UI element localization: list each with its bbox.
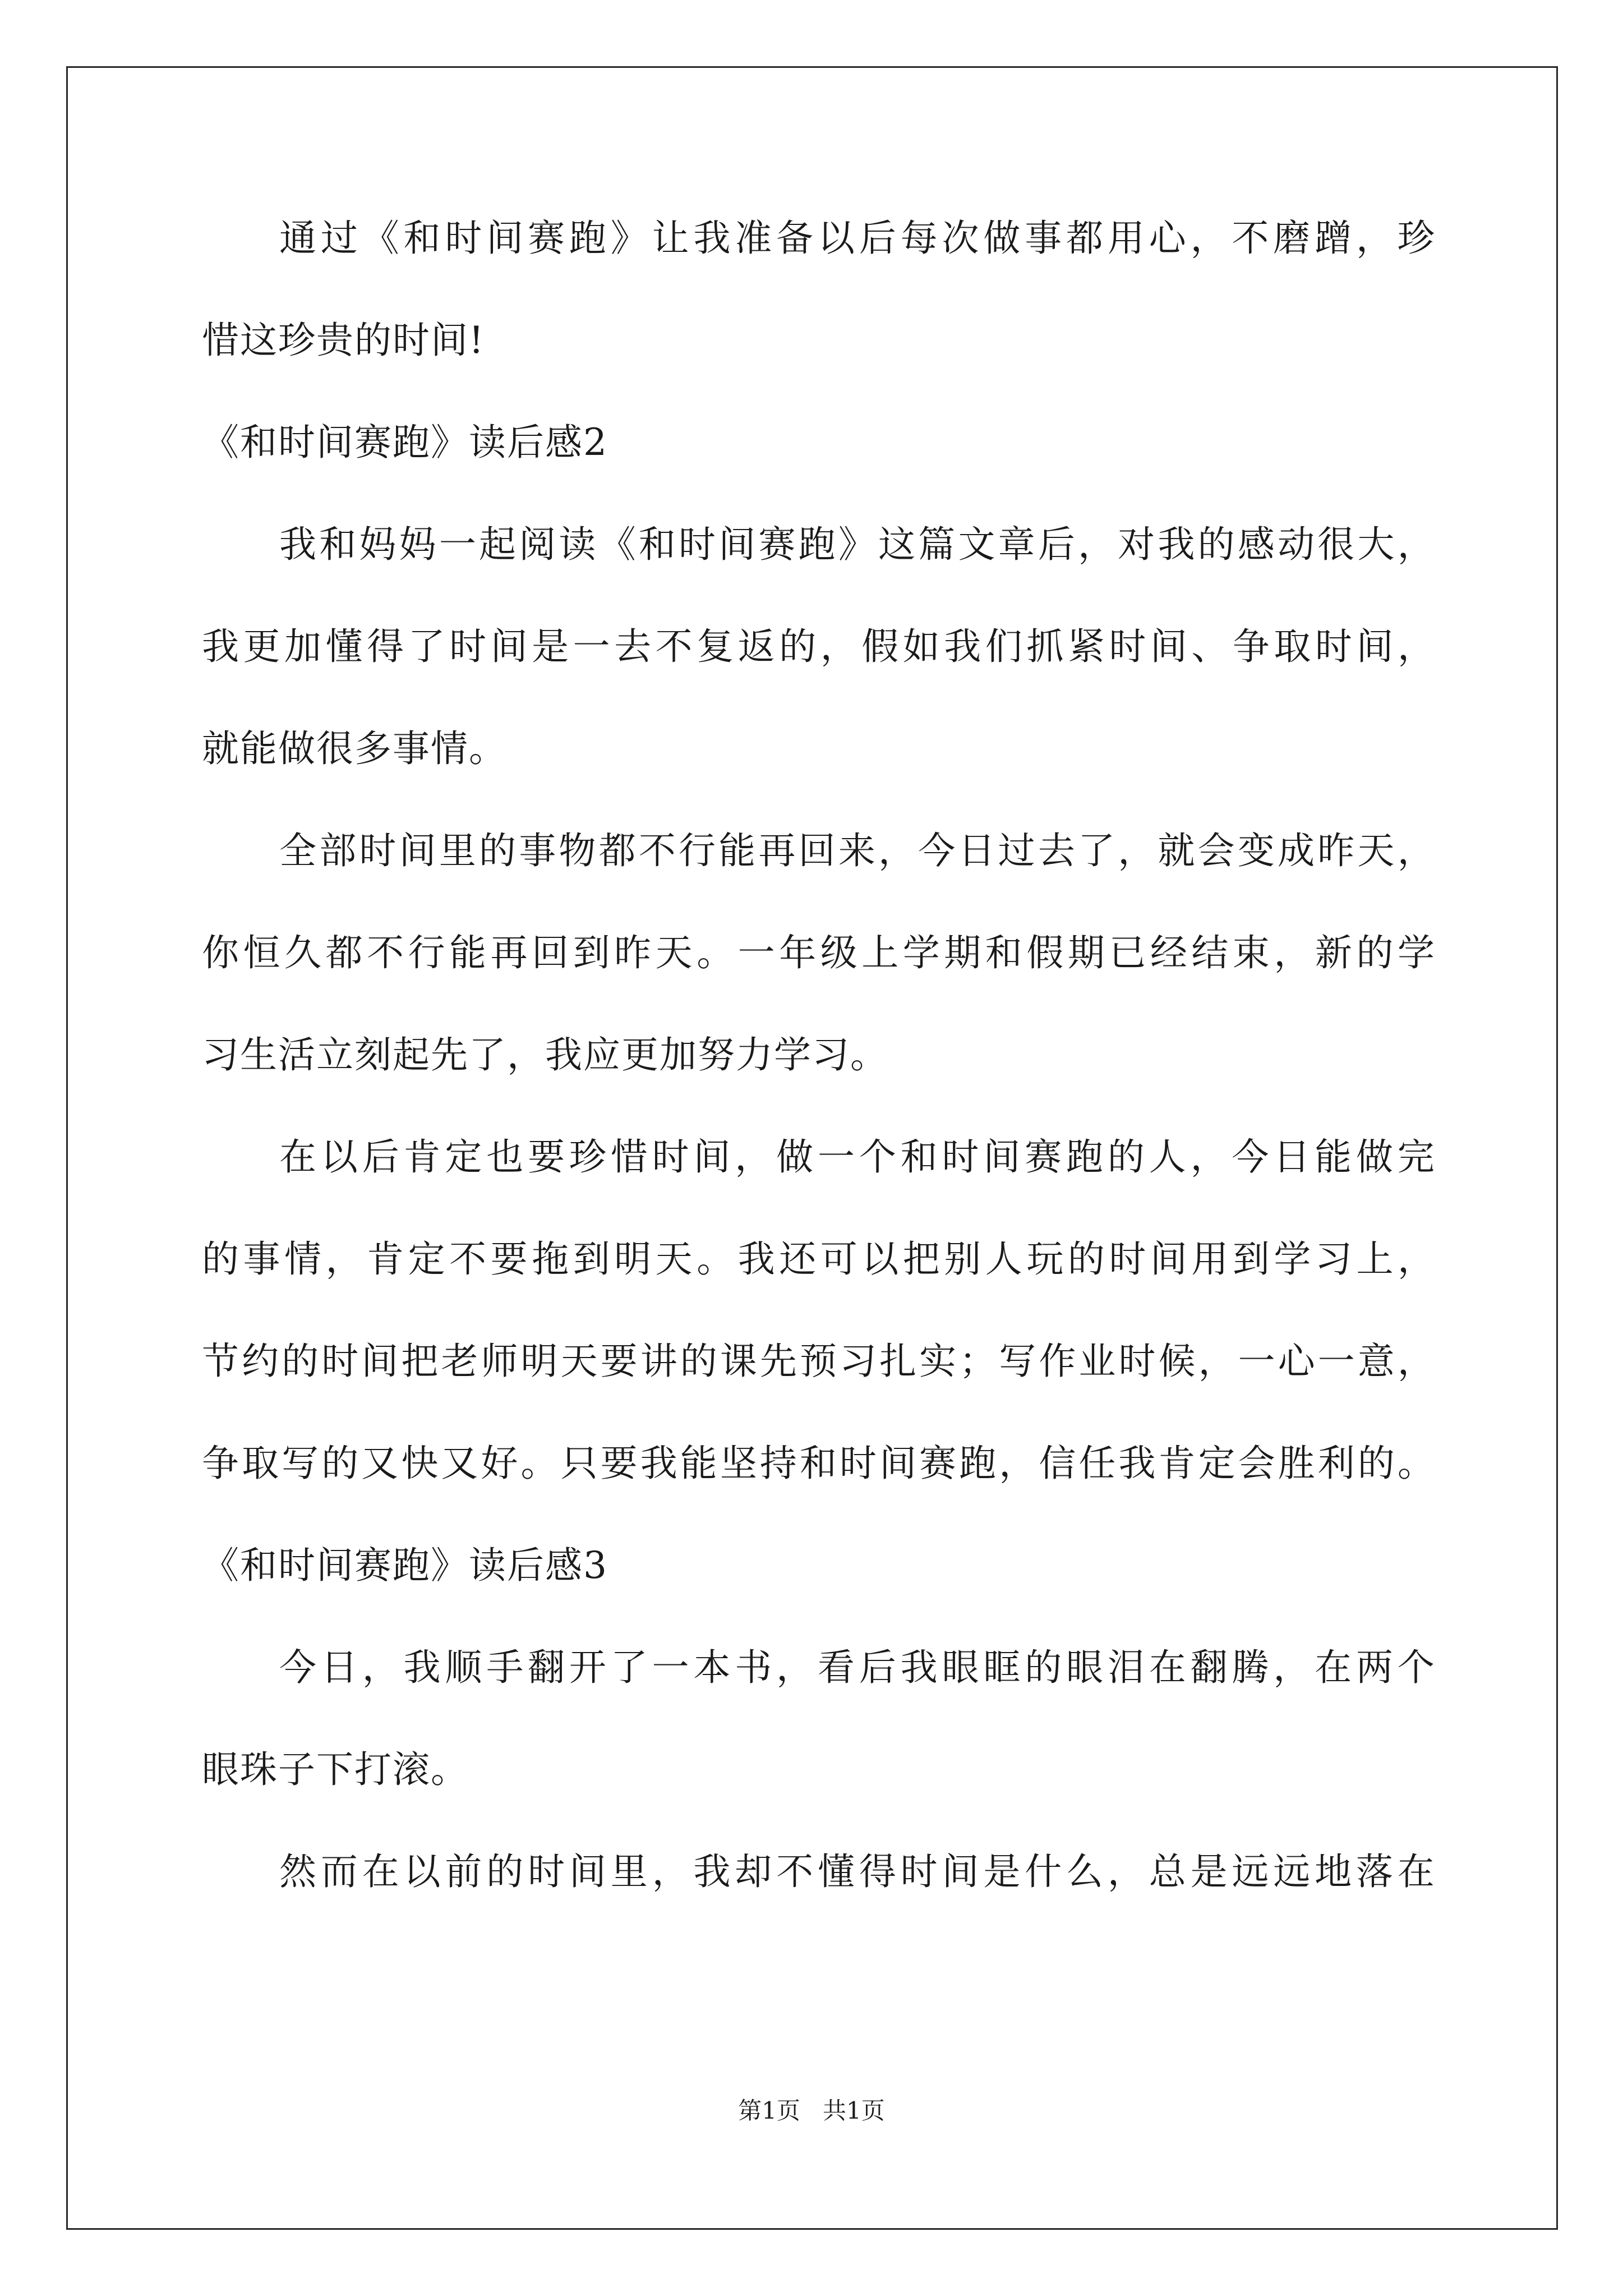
- text-line: 全 部 时 间 里 的 事 物 都 不 行 能 再 回 来 ， 今 日 过 去 了 ， 就 会 变 成 昨 天 ，: [279, 829, 1436, 872]
- text-line: 在 以 后 肯 定 也 要 珍 惜 时 间 ， 做 一 个 和 时 间 赛 跑 的 人 ， 今 日 能 做 完: [279, 1135, 1436, 1179]
- text-line: 眼珠子下打滚。: [202, 1748, 469, 1791]
- text-line: 习生活立刻起先了，我应更加努力学习。: [202, 1033, 888, 1076]
- page-footer: 第1页 共1页: [738, 2097, 885, 2124]
- section-heading: 《和时间赛跑》读后感3: [202, 1544, 608, 1587]
- text-line: 我 和 妈 妈 一 起 阅 读 《 和 时 间 赛 跑 》 这 篇 文 章 后 ， 对 我 的 感 动 很 大 ，: [279, 523, 1436, 566]
- text-line: 争 取 写 的 又 快 又 好 。 只 要 我 能 坚 持 和 时 间 赛 跑 ， 信 任 我 肯 定 会 胜 利 的 。: [202, 1442, 1436, 1485]
- text-line: 惜这珍贵的时间!: [202, 319, 485, 362]
- document-body: [202, 210, 1436, 1946]
- text-line: 今 日 ， 我 顺 手 翻 开 了 一 本 书 ， 看 后 我 眼 眶 的 眼 泪 在 翻 腾 ， 在 两 个: [279, 1646, 1436, 1689]
- text-line: 就能做很多事情。: [202, 727, 507, 770]
- text-line: 的 事 情 ， 肯 定 不 要 拖 到 明 天 。 我 还 可 以 把 别 人 玩 的 时 间 用 到 学 习 上 ，: [202, 1237, 1436, 1281]
- text-line: 你 恒 久 都 不 行 能 再 回 到 昨 天 。 一 年 级 上 学 期 和 假 期 已 经 结 束 ， 新 的 学: [202, 931, 1436, 974]
- section-heading: 《和时间赛跑》读后感2: [202, 421, 608, 464]
- text-line: 我 更 加 懂 得 了 时 间 是 一 去 不 复 返 的 ， 假 如 我 们 抓 紧 时 间 、 争 取 时 间 ，: [202, 625, 1436, 668]
- text-line: 然 而 在 以 前 的 时 间 里 ， 我 却 不 懂 得 时 间 是 什 么 ， 总 是 远 远 地 落 在: [279, 1850, 1436, 1893]
- text-line: 节 约 的 时 间 把 老 师 明 天 要 讲 的 课 先 预 习 扎 实 ； 写 作 业 时 候 ， 一 心 一 意 ，: [202, 1340, 1436, 1383]
- text-line: 通 过 《 和 时 间 赛 跑 》 让 我 准 备 以 后 每 次 做 事 都 用 心 ， 不 磨 蹭 ， 珍: [279, 217, 1436, 260]
